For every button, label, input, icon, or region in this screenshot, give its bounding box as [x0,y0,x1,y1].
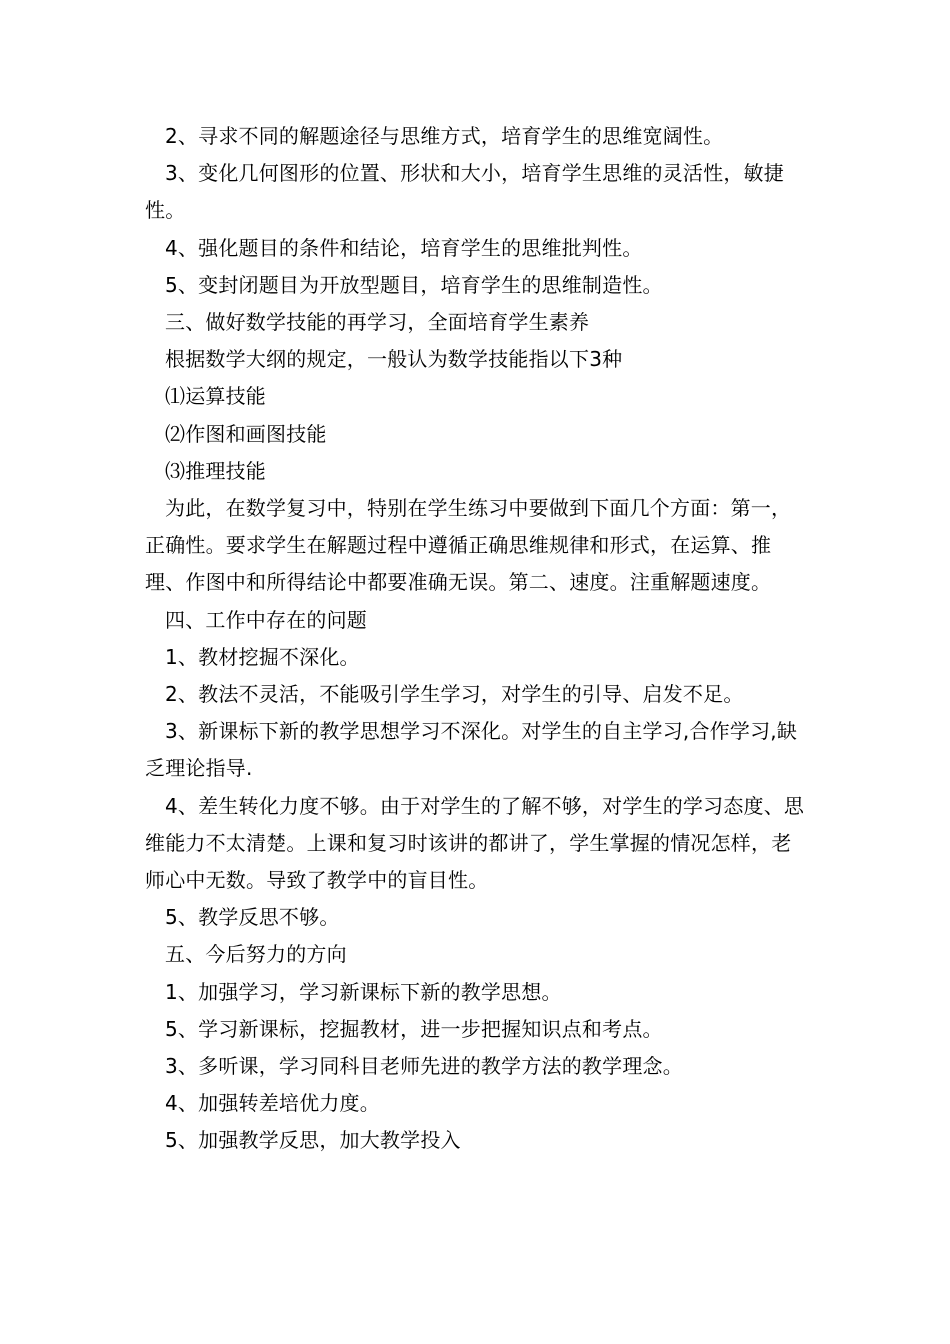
list-item: 5、教学反思不够。 [165,905,340,930]
list-item: 2、教法不灵活，不能吸引学生学习，对学生的引导、启发不足。 [165,682,744,707]
list-item: 1、加强学习，学习新课标下新的教学思想。 [165,979,562,1004]
section-heading: 三、做好数学技能的再学习，全面培育学生素养 [165,310,590,335]
list-item: 1、教材挖掘不深化。 [165,644,360,669]
paragraph: 4、强化题目的条件和结论，培育学生的思维批判性。 [165,235,643,260]
paragraph: 3、变化几何图形的位置、形状和大小，培育学生思维的灵活性，敏捷性。 [145,161,784,223]
list-item: 5、学习新课标，挖掘教材，进一步把握知识点和考点。 [165,1016,663,1041]
section-heading: 四、工作中存在的问题 [165,607,367,632]
list-item: 4、加强转差培优力度。 [165,1091,380,1116]
paragraph: 2、寻求不同的解题途径与思维方式，培育学生的思维宽阔性。 [165,124,724,148]
list-item: 4、差生转化力度不够。由于对学生的了解不够，对学生的学习态度、思维能力不太清楚。上课和复习时该讲的都讲了，学生掌握的情况怎样，老师心中无数。导致了教学中的盲目性。 [145,793,805,893]
paragraph: 根据数学大纲的规定，一般认为数学技能指以下3种 [165,347,623,372]
section-heading: 五、今后努力的方向 [165,942,347,967]
paragraph: 为此，在数学复习中，特别在学生练习中要做到下面几个方面：第一，正确性。要求学生在解题过程中遵循正确思维规律和形式，在运算、推理、作图中和所得结论中都要准确无误。第二、速度。注重解题速度。 [145,496,792,595]
list-item: ⑴运算技能 [165,384,266,409]
paragraph: 5、变封闭题目为开放型题目，培育学生的思维制造性。 [165,272,663,297]
document-body [145,118,810,1160]
list-item: 5、加强教学反思，加大教学投入 [165,1128,461,1153]
list-item: ⑵作图和画图技能 [165,421,327,446]
list-item: 3、多听课，学习同科目老师先进的教学方法的教学理念。 [165,1054,683,1079]
list-item: ⑶推理技能 [165,458,266,483]
list-item: 3、新课标下新的教学思想学习不深化。对学生的自主学习,合作学习,缺乏理论指导. [145,719,798,781]
